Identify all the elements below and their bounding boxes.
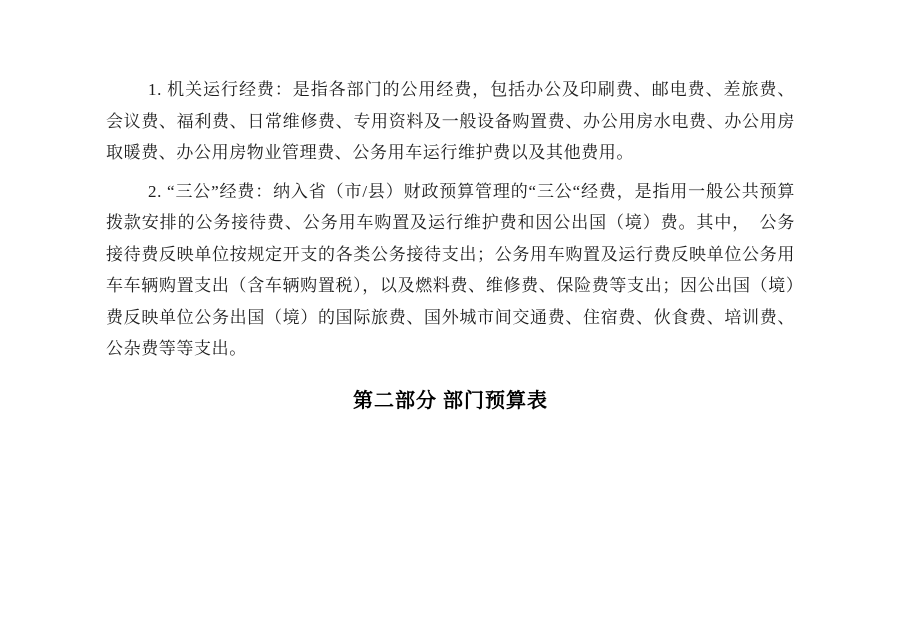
definition-paragraph-three-public-expenses: 2. “三公”经费：纳入省（市/县）财政预算管理的“三公“经费，是指用一般公共预算拨款安排的公务接待费、公务用车购置及运行维护费和因公出国（境）费。其中， 公务接待费反映单位按规定开支的各类公务接待支出；公务用车购置及运行费反映单位公务用车车辆购置支出（含车辆购置税），以及燃料费、维修费、保险费等支出；因公出国（境）费反映单位公务出国（境）的国际旅费、国外城市间交通费、住宿费、伙食费、培训费、公杂费等等支出。 [106,181,795,358]
body-text-block [106,74,795,365]
section-heading-part-two: 第二部分 部门预算表 [353,389,548,412]
definition-paragraph-agency-operating-costs: 1. 机关运行经费：是指各部门的公用经费，包括办公及印刷费、邮电费、差旅费、会议费、福利费、日常维修费、专用资料及一般设备购置费、办公用房水电费、办公用房取暖费、办公用房物业管理费、公务用车运行维护费以及其他费用。 [106,80,795,162]
